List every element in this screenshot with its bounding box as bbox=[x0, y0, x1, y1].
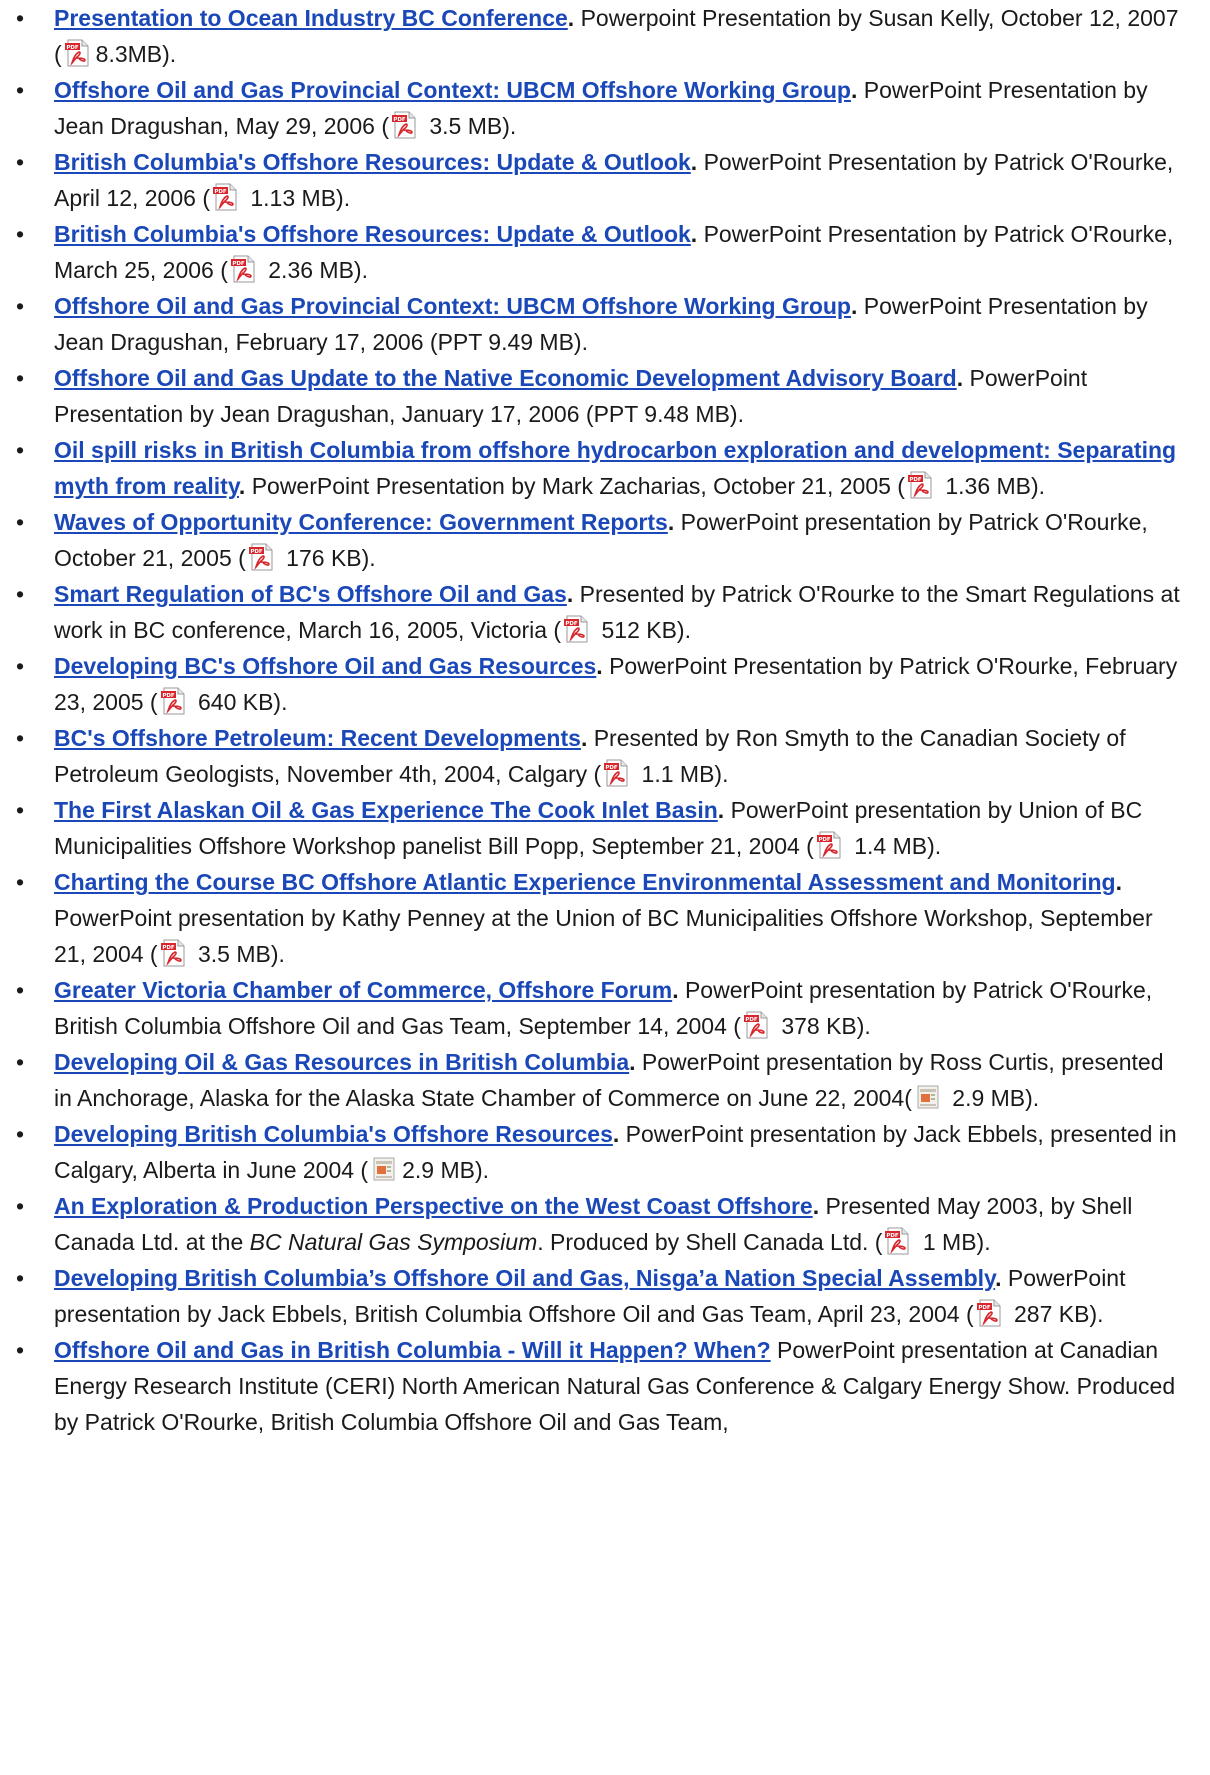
file-size: 1.36 MB). bbox=[938, 473, 1046, 499]
presentation-title-link[interactable]: An Exploration & Production Perspective on the West Coast Offshore bbox=[54, 1193, 813, 1219]
title-punctuation: . bbox=[596, 653, 610, 679]
title-punctuation: . bbox=[717, 797, 731, 823]
bullet-icon: • bbox=[15, 1121, 25, 1147]
title-punctuation: . bbox=[690, 149, 704, 175]
pdf-icon[interactable] bbox=[212, 183, 240, 211]
pdf-icon[interactable] bbox=[743, 1011, 771, 1039]
list-item bbox=[15, 648, 1180, 720]
svg-text:PDF: PDF bbox=[214, 189, 227, 195]
presentation-description: Powerpoint Presentation by Susan Kelly, October 12, 2007 ( bbox=[54, 5, 1179, 67]
list-item bbox=[15, 720, 1180, 792]
title-punctuation: . bbox=[672, 977, 685, 1003]
file-size: 2.36 MB). bbox=[261, 257, 368, 283]
ppt-icon[interactable] bbox=[914, 1083, 942, 1111]
file-size: 640 KB). bbox=[191, 689, 288, 715]
presentation-description: Presented by Ron Smyth to the Canadian Society of Petroleum Geologists, November 4th, 2004, Calgary ( bbox=[54, 725, 1126, 787]
ppt-icon[interactable] bbox=[370, 1155, 398, 1183]
list-item bbox=[15, 0, 1180, 72]
presentation-title-link[interactable]: Oil spill risks in British Columbia from offshore hydrocarbon exploration and development: Separating myth from reality bbox=[54, 437, 1177, 499]
presentation-title-link[interactable]: Developing British Columbia’s Offshore Oil and Gas, Nisga’a Nation Special Assembly bbox=[54, 1265, 996, 1291]
presentation-description: PowerPoint Presentation by Patrick O'Rourke, March 25, 2006 ( bbox=[54, 221, 1174, 283]
title-punctuation: . bbox=[566, 581, 580, 607]
title-punctuation: . bbox=[850, 293, 864, 319]
pdf-icon[interactable] bbox=[391, 111, 419, 139]
file-size: 176 KB). bbox=[279, 545, 376, 571]
presentation-title-link[interactable]: Offshore Oil and Gas in British Columbia - Will it Happen? When? bbox=[54, 1337, 771, 1363]
list-item bbox=[15, 864, 1180, 972]
title-punctuation: . bbox=[238, 473, 252, 499]
presentation-description: PowerPoint presentation at Canadian Energy Research Institute (CERI) North American Natural Gas Conference & Calgary Energy Show. Produced by Patrick O'Rourke, British Columbia Offshore Oil and Gas Team, bbox=[54, 1337, 1176, 1435]
presentation-title-link[interactable]: British Columbia's Offshore Resources: Update & Outlook bbox=[54, 149, 691, 175]
title-punctuation: . bbox=[580, 725, 594, 751]
file-size: 287 KB). bbox=[1007, 1301, 1104, 1327]
bullet-icon: • bbox=[15, 293, 25, 319]
presentation-title-link[interactable]: Presentation to Ocean Industry BC Conference bbox=[54, 5, 568, 31]
file-size: 2.9 MB). bbox=[402, 1157, 490, 1183]
presentation-title-link[interactable]: Offshore Oil and Gas Provincial Context: UBCM Offshore Working Group bbox=[54, 293, 851, 319]
presentation-description: Presented May 2003, by Shell Canada Ltd. at the bbox=[54, 1193, 1133, 1255]
title-punctuation: . bbox=[612, 1121, 626, 1147]
pdf-icon[interactable] bbox=[884, 1227, 912, 1255]
svg-text:PDF: PDF bbox=[65, 45, 79, 51]
bullet-icon: • bbox=[15, 653, 25, 679]
list-item bbox=[15, 792, 1180, 864]
pdf-icon[interactable] bbox=[248, 543, 276, 571]
pdf-icon[interactable] bbox=[160, 939, 188, 967]
list-item bbox=[15, 1188, 1180, 1260]
svg-text:PDF: PDF bbox=[818, 837, 831, 843]
presentation-description: PowerPoint presentation by Union of BC Municipalities Offshore Workshop panelist Bill Popp, September 21, 2004 ( bbox=[54, 797, 1143, 859]
presentation-description: PowerPoint presentation by Ross Curtis, presented in Anchorage, Alaska for the Alaska State Chamber of Commerce on June 22, 2004( bbox=[54, 1049, 1164, 1111]
presentation-description: PowerPoint presentation by Kathy Penney at the Union of BC Municipalities Offshore Workshop, September 21, 2004 ( bbox=[54, 905, 1153, 967]
list-item bbox=[15, 504, 1180, 576]
file-size: 1.1 MB). bbox=[635, 761, 729, 787]
file-size: 1.4 MB). bbox=[847, 833, 942, 859]
title-punctuation: . bbox=[850, 77, 864, 103]
list-item bbox=[15, 72, 1180, 144]
bullet-icon: • bbox=[15, 869, 25, 895]
file-size: 8.3MB). bbox=[95, 41, 177, 67]
pdf-icon[interactable] bbox=[230, 255, 258, 283]
svg-text:PDF: PDF bbox=[250, 549, 263, 555]
file-size: 512 KB). bbox=[595, 617, 691, 643]
title-punctuation: . bbox=[667, 509, 681, 535]
list-item bbox=[15, 972, 1180, 1044]
file-size: 1.13 MB). bbox=[243, 185, 351, 211]
presentation-title-link[interactable]: Offshore Oil and Gas Update to the Native Economic Development Advisory Board bbox=[54, 365, 957, 391]
list-item bbox=[15, 1044, 1180, 1116]
list-item bbox=[15, 144, 1180, 216]
event-name: BC Natural Gas Symposium bbox=[249, 1229, 538, 1255]
presentation-description: PowerPoint Presentation by Jean Dragushan, May 29, 2006 ( bbox=[54, 77, 1148, 139]
pdf-icon[interactable] bbox=[976, 1299, 1004, 1327]
file-size: 3.5 MB). bbox=[422, 113, 517, 139]
presentation-title-link[interactable]: Developing British Columbia's Offshore Resources bbox=[54, 1121, 613, 1147]
bullet-icon: • bbox=[15, 437, 25, 463]
presentation-title-link[interactable]: BC's Offshore Petroleum: Recent Developments bbox=[54, 725, 581, 751]
pdf-icon[interactable] bbox=[160, 687, 188, 715]
bullet-icon: • bbox=[15, 221, 25, 247]
svg-text:PDF: PDF bbox=[565, 621, 578, 627]
presentation-description: PowerPoint Presentation by Patrick O'Rourke, February 23, 2005 ( bbox=[54, 653, 1178, 715]
list-item bbox=[15, 1332, 1180, 1440]
bullet-icon: • bbox=[15, 149, 25, 175]
presentation-title-link[interactable]: Smart Regulation of BC's Offshore Oil and Gas bbox=[54, 581, 567, 607]
svg-text:PDF: PDF bbox=[232, 261, 245, 267]
bullet-icon: • bbox=[15, 509, 25, 535]
svg-text:PDF: PDF bbox=[745, 1017, 758, 1023]
title-punctuation: . bbox=[956, 365, 970, 391]
list-item bbox=[15, 360, 1180, 432]
list-item bbox=[15, 576, 1180, 648]
bullet-icon: • bbox=[15, 5, 25, 31]
bullet-icon: • bbox=[15, 1265, 25, 1291]
file-size: 378 KB). bbox=[774, 1013, 871, 1039]
bullet-icon: • bbox=[15, 1049, 25, 1075]
bullet-icon: • bbox=[15, 725, 25, 751]
presentation-title-link[interactable]: Developing Oil & Gas Resources in British Columbia bbox=[54, 1049, 630, 1075]
title-punctuation: . bbox=[812, 1193, 826, 1219]
svg-text:PDF: PDF bbox=[977, 1305, 991, 1311]
title-punctuation: . bbox=[1115, 869, 1122, 895]
bullet-icon: • bbox=[15, 581, 25, 607]
presentation-description: PowerPoint presentation by Patrick O'Rourke, British Columbia Offshore Oil and Gas Team, September 14, 2004 ( bbox=[54, 977, 1153, 1039]
file-size: 1 MB). bbox=[916, 1229, 991, 1255]
file-size: 3.5 MB). bbox=[191, 941, 285, 967]
pdf-icon[interactable] bbox=[816, 831, 844, 859]
presentation-description: PowerPoint Presentation by Mark Zacharias, October 21, 2005 ( bbox=[251, 473, 905, 499]
svg-text:PDF: PDF bbox=[605, 765, 618, 771]
presentation-title-link[interactable]: Waves of Opportunity Conference: Government Reports bbox=[54, 509, 668, 535]
svg-text:PDF: PDF bbox=[909, 477, 922, 483]
bullet-icon: • bbox=[15, 1337, 25, 1363]
list-item bbox=[15, 216, 1180, 288]
presentation-title-link[interactable]: Developing BC's Offshore Oil and Gas Resources bbox=[54, 653, 597, 679]
presentation-title-link[interactable]: The First Alaskan Oil & Gas Experience The Cook Inlet Basin bbox=[54, 797, 718, 823]
list-item bbox=[15, 1116, 1180, 1188]
presentation-description: PowerPoint Presentation by Jean Dragushan, January 17, 2006 (PPT 9.48 MB). bbox=[54, 365, 1088, 427]
presentation-description: PowerPoint Presentation by Jean Dragushan, February 17, 2006 (PPT 9.49 MB). bbox=[54, 293, 1148, 355]
bullet-icon: • bbox=[15, 797, 25, 823]
title-punctuation: . bbox=[629, 1049, 642, 1075]
presentation-title-link[interactable]: British Columbia's Offshore Resources: Update & Outlook bbox=[54, 221, 691, 247]
presentation-title-link[interactable]: Offshore Oil and Gas Provincial Context: UBCM Offshore Working Group bbox=[54, 77, 851, 103]
presentation-title-link[interactable]: Charting the Course BC Offshore Atlantic Experience Environmental Assessment and Monitoring bbox=[54, 869, 1116, 895]
svg-text:PDF: PDF bbox=[393, 117, 406, 123]
file-size: 2.9 MB). bbox=[945, 1085, 1040, 1111]
svg-text:PDF: PDF bbox=[161, 945, 175, 951]
pdf-icon[interactable] bbox=[563, 615, 591, 643]
title-punctuation: . bbox=[567, 5, 581, 31]
bullet-icon: • bbox=[15, 77, 25, 103]
pdf-icon[interactable] bbox=[603, 759, 631, 787]
title-punctuation: . bbox=[690, 221, 704, 247]
pdf-icon[interactable] bbox=[907, 471, 935, 499]
list-item bbox=[15, 1260, 1180, 1332]
presentation-title-link[interactable]: Greater Victoria Chamber of Commerce, Offshore Forum bbox=[54, 977, 673, 1003]
presentation-description: PowerPoint Presentation by Patrick O'Rourke, April 12, 2006 ( bbox=[54, 149, 1174, 211]
list-item bbox=[15, 432, 1180, 504]
title-punctuation: . bbox=[995, 1265, 1008, 1291]
bullet-icon: • bbox=[15, 1193, 25, 1219]
list-item bbox=[15, 288, 1180, 360]
presentation-description: PowerPoint presentation by Jack Ebbels, presented in Calgary, Alberta in June 2004 ( bbox=[54, 1121, 1177, 1183]
presentation-description: PowerPoint presentation by Jack Ebbels, British Columbia Offshore Oil and Gas Team, April 23, 2004 ( bbox=[54, 1265, 1126, 1327]
pdf-icon[interactable] bbox=[64, 39, 92, 67]
svg-text:PDF: PDF bbox=[161, 693, 175, 699]
presentation-description: PowerPoint presentation by Patrick O'Rourke, October 21, 2005 ( bbox=[54, 509, 1148, 571]
bullet-icon: • bbox=[15, 977, 25, 1003]
bullet-icon: • bbox=[15, 365, 25, 391]
svg-text:PDF: PDF bbox=[886, 1233, 900, 1239]
presentation-description-cont: . Produced by Shell Canada Ltd. ( bbox=[537, 1229, 883, 1255]
presentation-description: Presented by Patrick O'Rourke to the Smart Regulations at work in BC conference, March 16, 2005, Victoria ( bbox=[54, 581, 1180, 643]
